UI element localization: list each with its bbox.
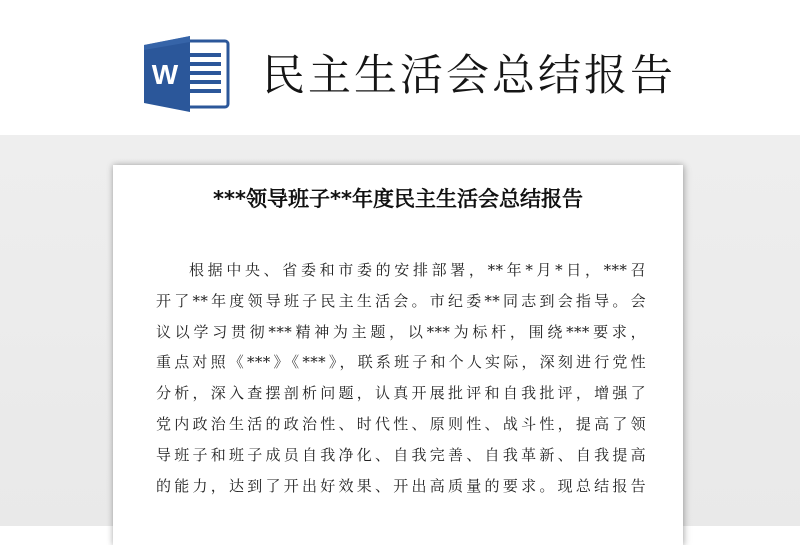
body-line: 分析，深入查摆剖析问题，认真开展批评和自我批评，增强了 [156, 384, 646, 403]
header-banner [0, 0, 800, 135]
document-page [113, 165, 683, 545]
word-document-icon [140, 34, 232, 114]
header-title: 民主生活会总结报告 [262, 51, 676, 101]
document-body [156, 255, 646, 501]
body-line: 开了**年度领导班子民主生活会。市纪委**同志到会指导。会 [156, 291, 646, 310]
body-line: 党内政治生活的政治性、时代性、原则性、战斗性，提高了领 [156, 414, 646, 433]
document-title: ***领导班子**年度民主生活会总结报告 [213, 187, 583, 211]
body-line: 导班子和班子成员自我净化、自我完善、自我革新、自我提高 [156, 445, 646, 464]
body-line: 议以学习贯彻***精神为主题，以***为标杆，围绕***要求， [156, 322, 646, 341]
body-line: 重点对照《***》《***》，联系班子和个人实际，深刻进行党性 [156, 353, 646, 372]
body-line: 根据中央、省委和市委的安排部署，**年*月*日，***召 [189, 261, 646, 279]
word-letter: W [151, 59, 179, 90]
body-line: 的能力，达到了开出好效果、开出高质量的要求。现总结报告 [156, 476, 646, 495]
